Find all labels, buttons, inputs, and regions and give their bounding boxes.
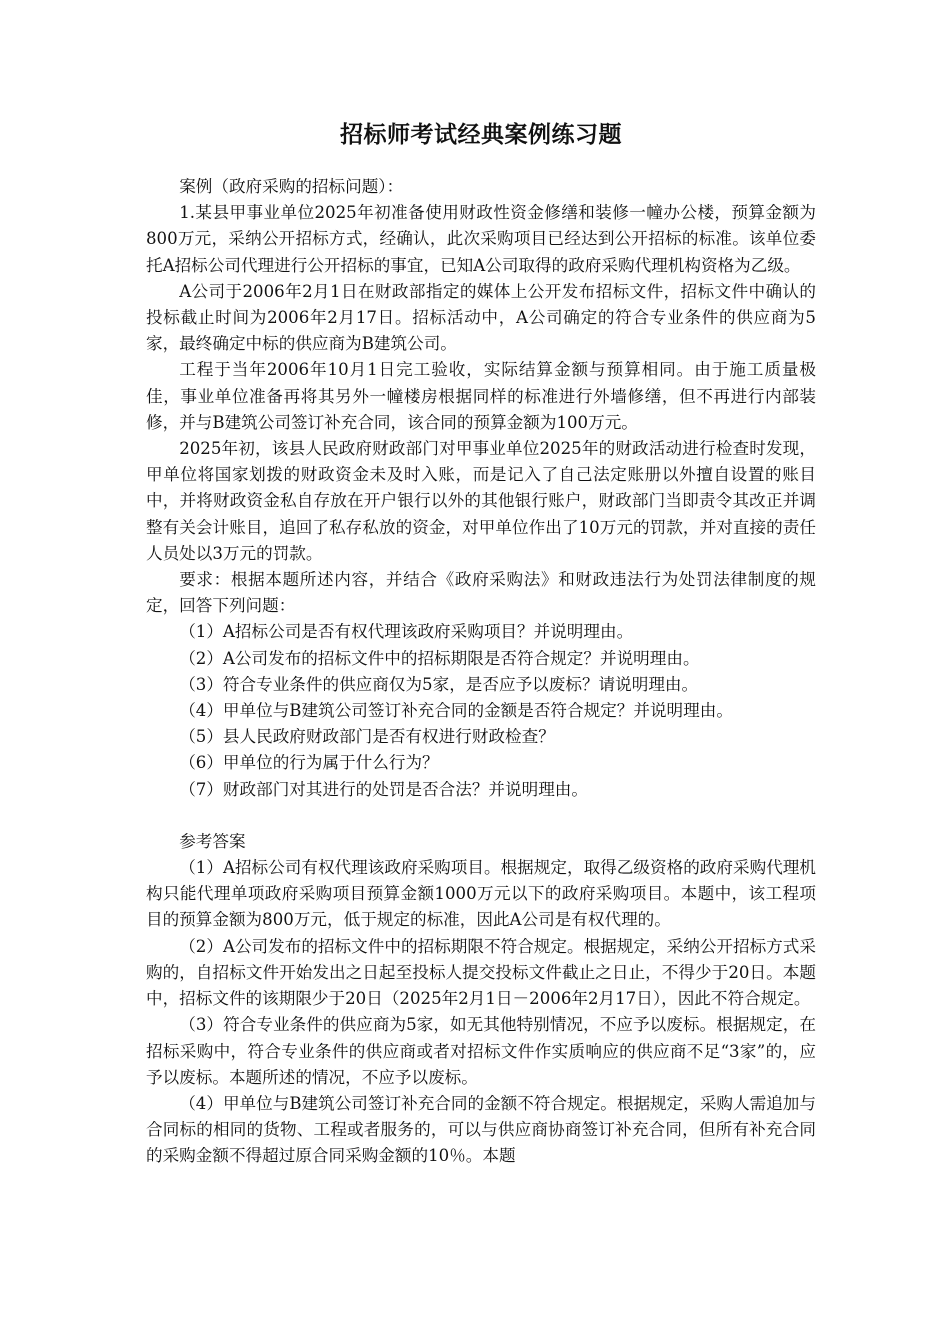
case-paragraph: 1.某县甲事业单位2025年初准备使用财政性资金修缮和装修一幢办公楼，预算金额为800万元，采纳公开招标方式，经确认，此次采购项目已经达到公开招标的标准。该单位委托A招标公司代理进行公开招标的事宜，已知A公司取得的政府采购代理机构资格为乙级。 bbox=[146, 203, 816, 275]
document-title: 招标师考试经典案例练习题 bbox=[340, 121, 622, 148]
answer-item: （2）A公司发布的招标文件中的招标期限不符合规定。根据规定，采纳公开招标方式采购的，自招标文件开始发出之日起至投标人提交投标文件截止之日止，不得少于20日。本题中，招标文件的该期限少于20日（2025年2月1日－2006年2月17日），因此不符合规定。 bbox=[146, 936, 816, 1009]
question-item: （2）A公司发布的招标文件中的招标期限是否符合规定？并说明理由。 bbox=[179, 648, 700, 668]
question-item: （6）甲单位的行为属于什么行为？ bbox=[179, 753, 439, 773]
question-item: （5）县人民政府财政部门是否有权进行财政检查？ bbox=[179, 727, 555, 747]
requirement-paragraph: 要求：根据本题所述内容，并结合《政府采购法》和财政违法行为处罚法律制度的规定，回答下列问题： bbox=[146, 570, 816, 616]
case-paragraph: 工程于当年2006年10月1日完工验收，实际结算金额与预算相同。由于施工质量极佳，事业单位准备再将其另外一幢楼房根据同样的标准进行外墙修缮，但不再进行内部装修，并与B建筑公司签订补充合同，该合同的预算金额为100万元。 bbox=[146, 360, 816, 432]
answer-item: （1）A招标公司有权代理该政府采购项目。根据规定，取得乙级资格的政府采购代理机构只能代理单项政府采购项目预算金额1000万元以下的政府采购项目。本题中，该工程项目的预算金额为800万元，低于规定的标准，因此A公司是有权代理的。 bbox=[146, 858, 816, 930]
question-item: （1）A招标公司是否有权代理该政府采购项目？并说明理由。 bbox=[179, 622, 634, 642]
document-body bbox=[146, 174, 816, 1170]
answer-item: （4）甲单位与B建筑公司签订补充合同的金额不符合规定。根据规定，采购人需追加与合同标的相同的货物、工程或者服务的，可以与供应商协商签订补充合同，但所有补充合同的采购金额不得超过原合同采购金额的10％。本题 bbox=[146, 1093, 816, 1166]
document-page bbox=[146, 118, 816, 1170]
case-paragraph: 2025年初，该县人民政府财政部门对甲事业单位2025年的财政活动进行检查时发现，甲单位将国家划拨的财政资金未及时入账，而是记入了自己法定账册以外擅自设置的账目中，并将财政资金私自存放在开户银行以外的其他银行账户，财政部门当即责令其改正并调整有关会计账目，追回了私存私放的资金，对甲单位作出了10万元的罚款，并对直接的责任人员处以3万元的罚款。 bbox=[146, 439, 816, 563]
question-list bbox=[146, 619, 816, 802]
question-item: （3）符合专业条件的供应商仅为5家，是否应予以废标？请说明理由。 bbox=[179, 674, 699, 694]
answer-item: （3）符合专业条件的供应商为5家，如无其他特别情况，不应予以废标。根据规定，在招标采购中，符合专业条件的供应商或者对招标文件作实质响应的供应商不足“3家”的，应予以废标。本题所述的情况，不应予以废标。 bbox=[146, 1015, 816, 1087]
answer-heading: 参考答案 bbox=[179, 831, 246, 851]
answer-list bbox=[146, 855, 816, 1169]
case-heading: 案例（政府采购的招标问题）： bbox=[179, 177, 404, 196]
case-paragraph: A公司于2006年2月1日在财政部指定的媒体上公开发布招标文件，招标文件中确认的投标截止时间为2006年2月17日。招标活动中，A公司确定的符合专业条件的供应商为5家，最终确定中标的供应商为B建筑公司。 bbox=[146, 281, 816, 354]
question-item: （7）财政部门对其进行的处罚是否合法？并说明理由。 bbox=[179, 779, 588, 799]
question-item: （4）甲单位与B建筑公司签订补充合同的金额是否符合规定？并说明理由。 bbox=[179, 701, 733, 721]
